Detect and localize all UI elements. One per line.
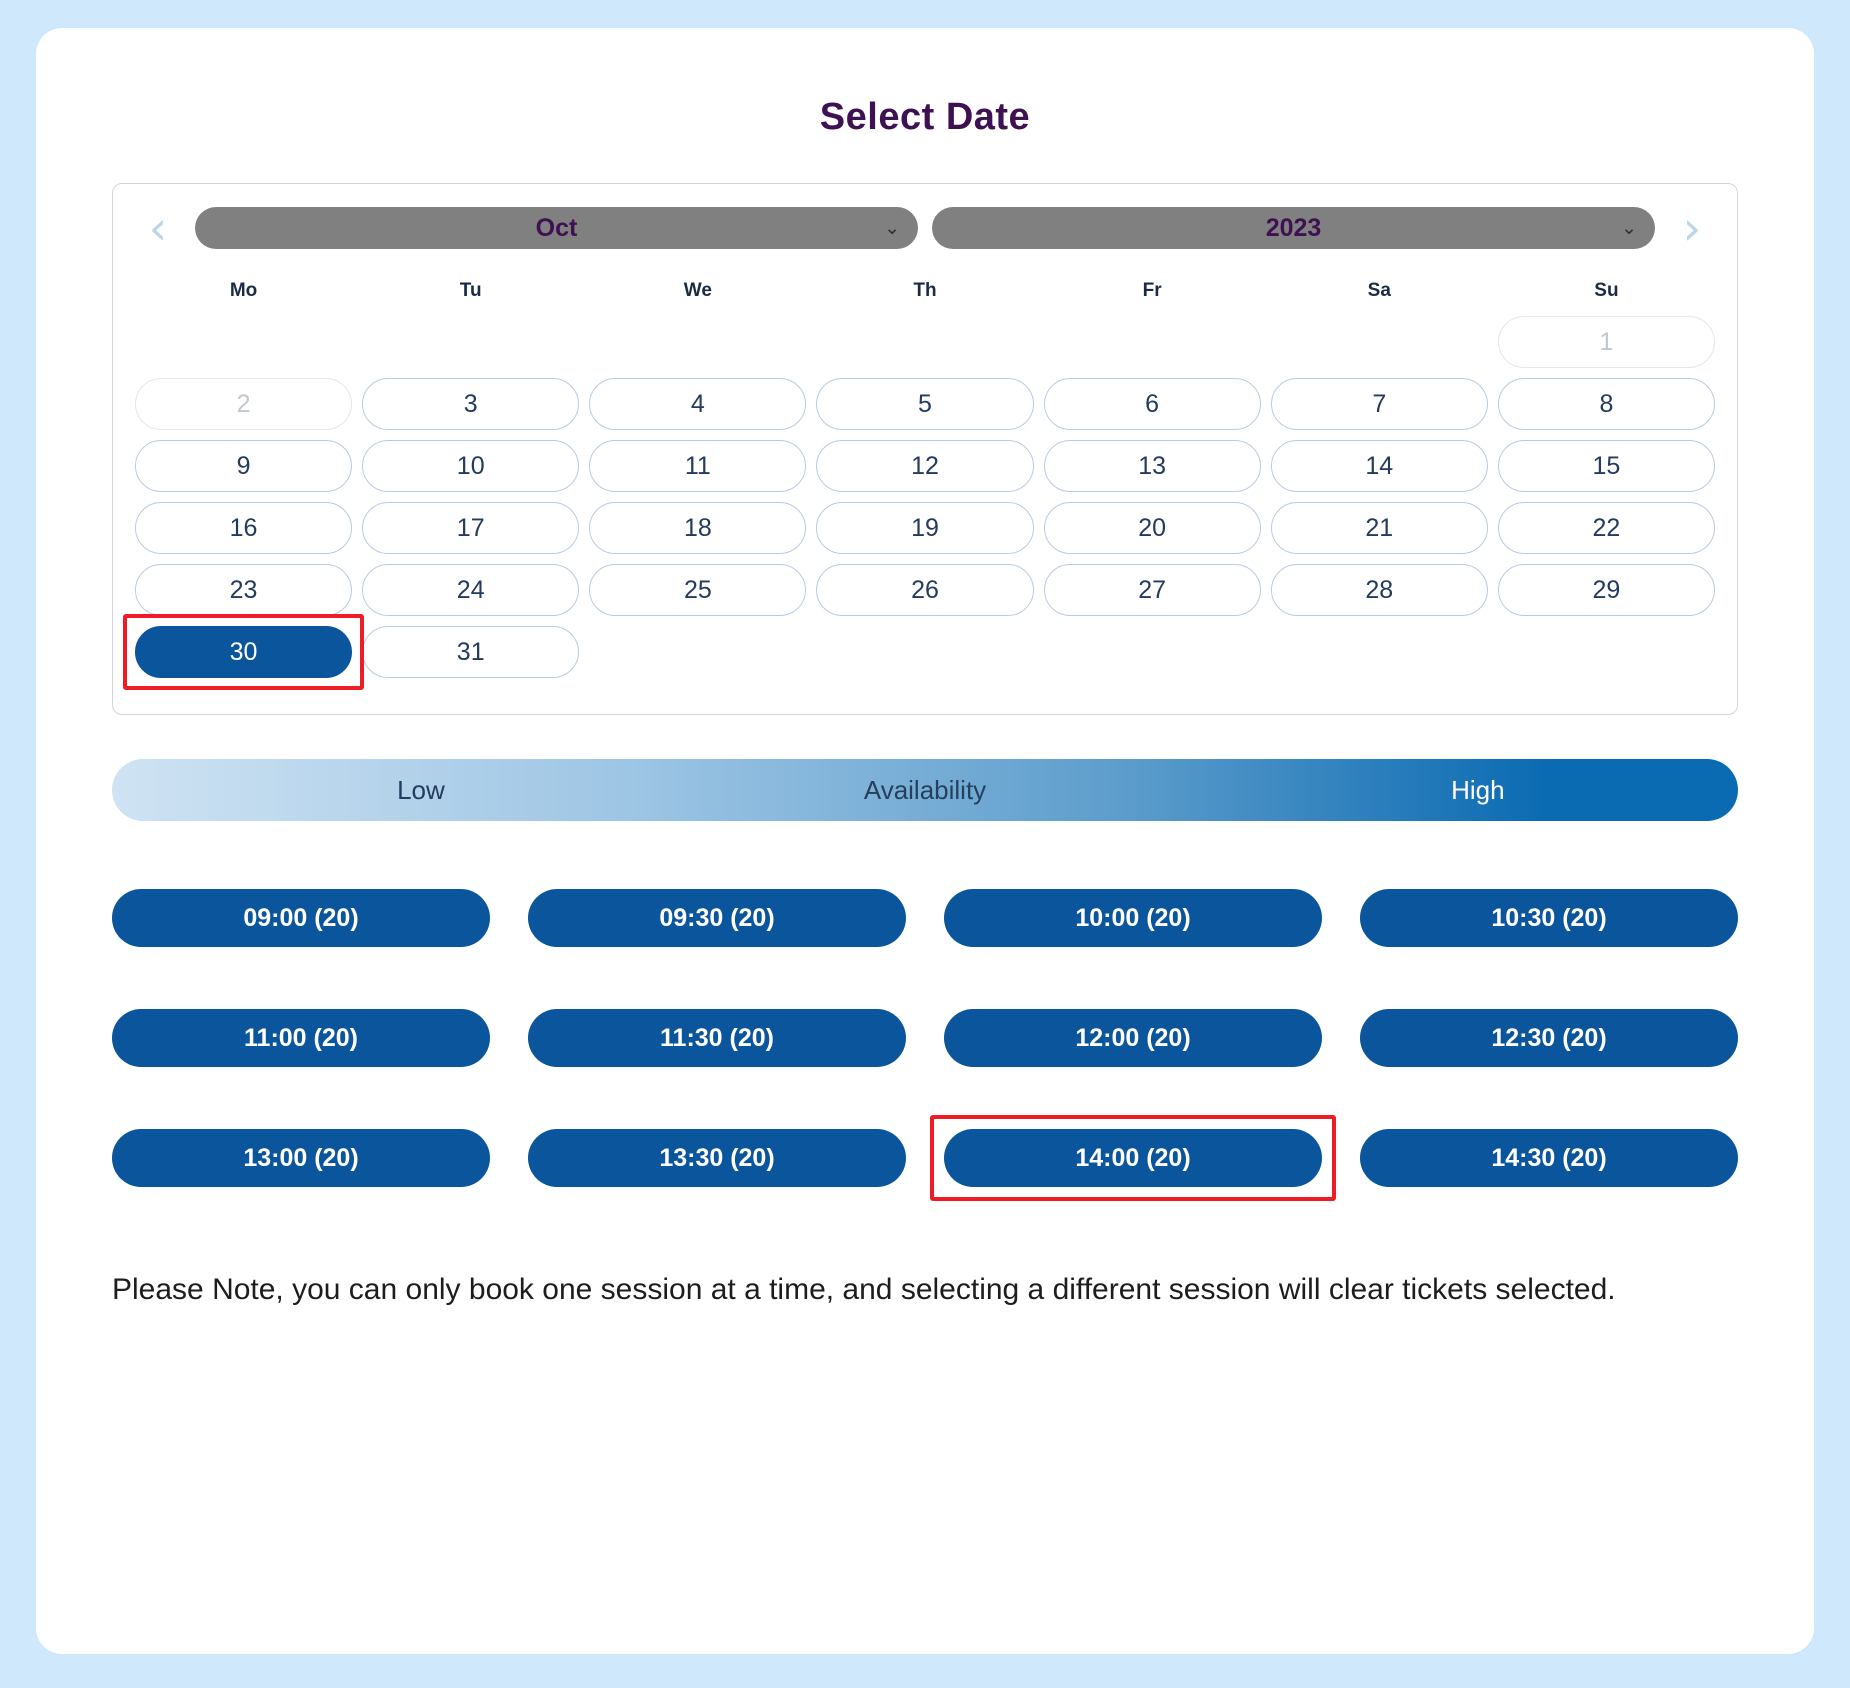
month-value: Oct <box>535 213 578 242</box>
month-select[interactable] <box>195 207 918 249</box>
calendar-day-empty <box>816 316 1033 368</box>
calendar-day[interactable]: 3 <box>362 378 579 430</box>
availability-title: Availability <box>863 774 987 805</box>
time-slot-button[interactable]: 13:30 (20) <box>528 1129 906 1187</box>
year-select[interactable] <box>932 207 1655 249</box>
calendar-day: 1 <box>1498 316 1715 368</box>
calendar <box>112 183 1738 715</box>
chevron-down-icon: ⌄ <box>884 217 900 239</box>
day-of-week-label: Mo <box>229 280 258 301</box>
calendar-week-row <box>135 316 1715 368</box>
page-title: Select Date <box>819 96 1031 138</box>
calendar-day-empty <box>1498 626 1715 678</box>
calendar-day[interactable]: 14 <box>1271 440 1488 492</box>
calendar-day[interactable]: 15 <box>1498 440 1715 492</box>
calendar-day-empty <box>362 316 579 368</box>
day-of-week-label: Tu <box>459 280 482 301</box>
previous-month-icon[interactable]: ‹ <box>148 201 168 255</box>
calendar-day[interactable]: 13 <box>1044 440 1261 492</box>
calendar-day-empty <box>1044 316 1261 368</box>
calendar-day[interactable]: 11 <box>589 440 806 492</box>
availability-low-label: Low <box>397 774 445 805</box>
time-slot-button[interactable]: 10:00 (20) <box>944 889 1322 947</box>
calendar-weeks <box>135 316 1715 678</box>
calendar-day[interactable]: 29 <box>1498 564 1715 616</box>
next-month-icon[interactable]: › <box>1682 201 1702 255</box>
calendar-day[interactable]: 18 <box>589 502 806 554</box>
booking-note: Please Note, you can only book one session at a time, and selecting a different session will clear tickets selected. <box>112 1273 1616 1306</box>
day-of-week-label: Sa <box>1367 280 1391 301</box>
calendar-day[interactable]: 20 <box>1044 502 1261 554</box>
time-slot-grid <box>112 889 1738 1187</box>
calendar-day[interactable]: 23 <box>135 564 352 616</box>
calendar-day[interactable]: 30 <box>135 626 352 678</box>
calendar-day[interactable]: 4 <box>589 378 806 430</box>
calendar-day[interactable]: 7 <box>1271 378 1488 430</box>
availability-legend <box>112 759 1738 821</box>
calendar-day-empty <box>1044 626 1261 678</box>
time-slot-button[interactable]: 12:30 (20) <box>1360 1009 1738 1067</box>
day-of-week-row <box>135 280 1715 302</box>
day-of-week-label: We <box>683 280 712 301</box>
calendar-header <box>135 202 1715 254</box>
calendar-day[interactable]: 31 <box>362 626 579 678</box>
calendar-day[interactable]: 27 <box>1044 564 1261 616</box>
calendar-day[interactable]: 5 <box>816 378 1033 430</box>
calendar-day[interactable]: 21 <box>1271 502 1488 554</box>
calendar-day-empty <box>1271 626 1488 678</box>
calendar-day-empty <box>816 626 1033 678</box>
calendar-day[interactable]: 8 <box>1498 378 1715 430</box>
calendar-day-empty <box>589 316 806 368</box>
calendar-day[interactable]: 10 <box>362 440 579 492</box>
calendar-day: 2 <box>135 378 352 430</box>
calendar-day[interactable]: 25 <box>589 564 806 616</box>
time-slot-button[interactable]: 14:30 (20) <box>1360 1129 1738 1187</box>
calendar-week-row <box>135 564 1715 616</box>
time-slot-button[interactable]: 12:00 (20) <box>944 1009 1322 1067</box>
availability-high-label: High <box>1451 774 1505 805</box>
calendar-day[interactable]: 6 <box>1044 378 1261 430</box>
day-of-week-label: Fr <box>1142 280 1162 301</box>
time-slot-button[interactable]: 09:30 (20) <box>528 889 906 947</box>
day-of-week-label: Th <box>913 280 937 301</box>
day-of-week-label: Su <box>1594 280 1619 301</box>
time-slot-button[interactable]: 09:00 (20) <box>112 889 490 947</box>
calendar-week-row <box>135 440 1715 492</box>
calendar-week-row <box>135 626 1715 678</box>
calendar-day[interactable]: 24 <box>362 564 579 616</box>
calendar-day[interactable]: 16 <box>135 502 352 554</box>
calendar-day[interactable]: 22 <box>1498 502 1715 554</box>
calendar-day[interactable]: 28 <box>1271 564 1488 616</box>
time-slot-button[interactable]: 11:30 (20) <box>528 1009 906 1067</box>
chevron-down-icon: ⌄ <box>1621 217 1637 239</box>
time-slot-button[interactable]: 10:30 (20) <box>1360 889 1738 947</box>
calendar-day[interactable]: 12 <box>816 440 1033 492</box>
calendar-day[interactable]: 26 <box>816 564 1033 616</box>
calendar-day-empty <box>1271 316 1488 368</box>
time-slot-button[interactable]: 13:00 (20) <box>112 1129 490 1187</box>
booking-card <box>36 28 1814 1654</box>
year-value: 2023 <box>1265 213 1322 242</box>
calendar-week-row <box>135 378 1715 430</box>
calendar-day[interactable]: 17 <box>362 502 579 554</box>
calendar-day[interactable]: 19 <box>816 502 1033 554</box>
calendar-day-empty <box>135 316 352 368</box>
calendar-day[interactable]: 9 <box>135 440 352 492</box>
time-slot-button[interactable]: 14:00 (20) <box>944 1129 1322 1187</box>
time-slot-button[interactable]: 11:00 (20) <box>112 1009 490 1067</box>
calendar-day-empty <box>589 626 806 678</box>
calendar-week-row <box>135 502 1715 554</box>
